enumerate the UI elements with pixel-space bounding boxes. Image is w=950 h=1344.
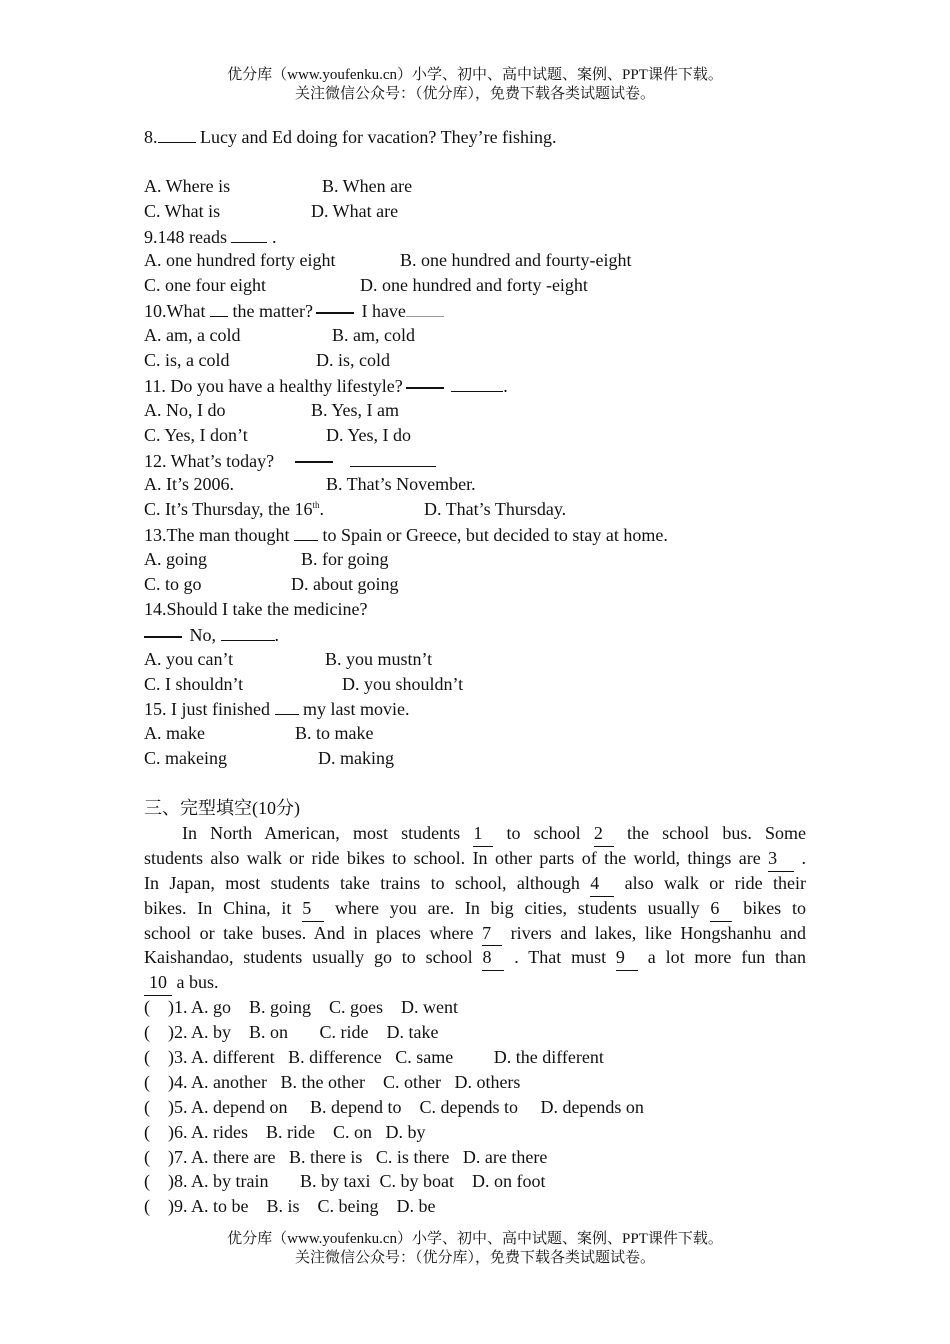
q10-options-ab: A. am, a cold B. am, cold	[144, 325, 415, 346]
q12-options-cd: C. It’s Thursday, the 16th. D. That’s Thursday.	[144, 499, 567, 520]
question-13: 13.The man thought to Spain or Greece, but decided to stay at home.	[144, 522, 806, 547]
cloze-option-1: ( )1. A. go B. going C. goes D. went	[144, 997, 458, 1018]
cloze-option-6: ( )6. A. rides B. ride C. on D. by	[144, 1121, 426, 1142]
q15-options-cd: C. makeing D. making	[144, 748, 394, 769]
cloze-option-3: ( )3. A. different B. difference C. same D. the different	[144, 1046, 604, 1067]
question-11: 11. Do you have a healthy lifestyle? .	[144, 373, 806, 398]
q11-options-ab: A. No, I do B. Yes, I am	[144, 399, 400, 420]
cloze-option-5: ( )5. A. depend on B. depend to C. depends to D. depends on	[144, 1096, 644, 1117]
q15-options-ab: A. make B. to make	[144, 723, 374, 744]
question-9: 9.148 reads .	[144, 224, 806, 249]
exam-content	[144, 124, 806, 1219]
q10-options-cd: C. is, a cold D. is, cold	[144, 350, 390, 371]
question-10: 10.What the matter? I have	[144, 298, 806, 323]
passage-line-7: 10 a bus.	[144, 970, 806, 995]
passage-line-4: bikes. In China, it 5 where you are. In big cities, students usually 6 bikes to	[144, 896, 806, 921]
q12-options-ab: A. It’s 2006. B. That’s November.	[144, 474, 476, 495]
cloze-option-4: ( )4. A. another B. the other C. other D. others	[144, 1071, 521, 1092]
q11-options-cd: C. Yes, I don’t D. Yes, I do	[144, 424, 412, 445]
header-line-2: 关注微信公众号：（优分库），免费下载各类试题试卷。	[294, 86, 655, 102]
question-14-reply: No, .	[144, 622, 806, 647]
header-line-1: 优分库（www.youfenku.cn）小学、初中、高中试题、案例、PPT课件下载。	[227, 67, 723, 83]
q9-options-cd: C. one four eight D. one hundred and forty -eight	[144, 275, 588, 296]
question-15: 15. I just finished my last movie.	[144, 696, 806, 721]
question-12: 12. What’s today?	[144, 448, 806, 473]
footer-line-1: 优分库（www.youfenku.cn）小学、初中、高中试题、案例、PPT课件下载。	[227, 1231, 723, 1247]
question-14: 14.Should I take the medicine?	[144, 598, 368, 619]
cloze-option-8: ( )8. A. by train B. by taxi C. by boat D. on foot	[144, 1171, 546, 1192]
passage-line-1: In North American, most students 1 to school 2 the school bus. Some	[144, 821, 806, 846]
passage-line-2: students also walk or ride bikes to school. In other parts of the world, things are 3 .	[144, 846, 806, 871]
question-8: 8. Lucy and Ed doing for vacation? They’re fishing.	[144, 124, 806, 149]
q9-options-ab: A. one hundred forty eight B. one hundred and fourty-eight	[144, 250, 632, 271]
page-header	[0, 66, 950, 104]
passage-line-3: In Japan, most students take trains to school, although 4 also walk or ride their	[144, 871, 806, 896]
cloze-option-7: ( )7. A. there are B. there is C. is there D. are there	[144, 1146, 548, 1167]
passage-line-5: school or take buses. And in places where 7 rivers and lakes, like Hongshanhu and	[144, 921, 806, 946]
q14-options-cd: C. I shouldn’t D. you shouldn’t	[144, 673, 464, 694]
page-footer	[0, 1230, 950, 1268]
q8-options-ab: A. Where is B. When are	[144, 175, 413, 196]
footer-line-2: 关注微信公众号：（优分库），免费下载各类试题试卷。	[294, 1250, 655, 1266]
q14-options-ab: A. you can’t B. you mustn’t	[144, 648, 433, 669]
cloze-option-2: ( )2. A. by B. on C. ride D. take	[144, 1022, 439, 1043]
section-3-title: 三、完型填空(10分)	[144, 798, 300, 819]
q13-options-cd: C. to go D. about going	[144, 574, 399, 595]
cloze-option-9: ( )9. A. to be B. is C. being D. be	[144, 1196, 436, 1217]
q8-options-cd: C. What is D. What are	[144, 200, 399, 221]
passage-line-6: Kaishandao, students usually go to school 8 . That must 9 a lot more fun than	[144, 945, 806, 970]
q13-options-ab: A. going B. for going	[144, 549, 389, 570]
